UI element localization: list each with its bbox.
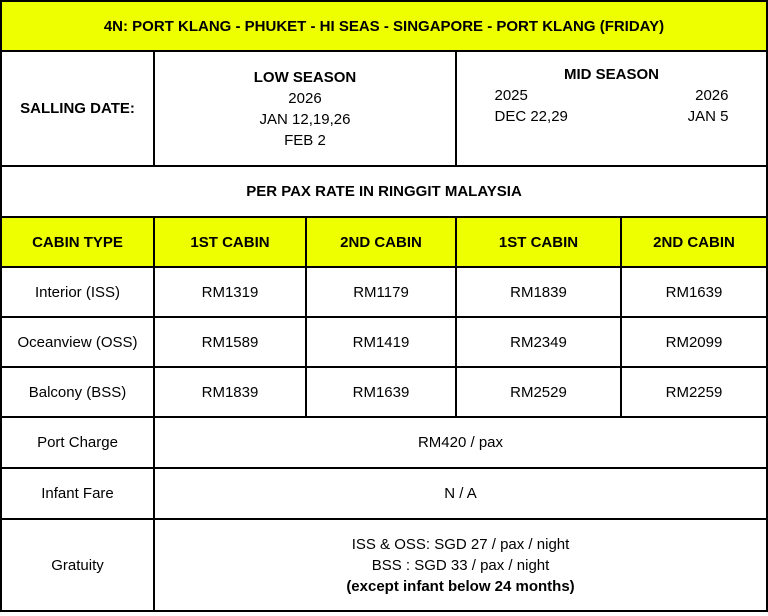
row-mid1: RM2529 xyxy=(455,366,622,418)
low-season-dates xyxy=(153,50,457,167)
sailing-date-label: SALLING DATE: xyxy=(0,50,155,167)
header-mid-1st: 1ST CABIN xyxy=(455,216,622,268)
mid-season-year-a: 2025 xyxy=(494,87,528,104)
header-cabin-type: CABIN TYPE xyxy=(0,216,155,268)
infant-fare-value: N / A xyxy=(153,467,768,520)
rate-note: PER PAX RATE IN RINGGIT MALAYSIA xyxy=(0,165,768,218)
row-mid2: RM2099 xyxy=(620,316,768,368)
row-type: Interior (ISS) xyxy=(0,266,155,318)
row-low2: RM1639 xyxy=(305,366,457,418)
infant-fare-label: Infant Fare xyxy=(0,467,155,520)
gratuity-line-1: ISS & OSS: SGD 27 / pax / night xyxy=(351,535,570,553)
row-type: Balcony (BSS) xyxy=(0,366,155,418)
row-mid1: RM2349 xyxy=(455,316,622,368)
row-low1: RM1839 xyxy=(153,366,307,418)
row-type: Oceanview (OSS) xyxy=(0,316,155,368)
row-mid1: RM1839 xyxy=(455,266,622,318)
mid-season-year-b: 2026 xyxy=(695,87,729,104)
gratuity-line-2: BSS : SGD 33 / pax / night xyxy=(371,556,550,574)
mid-season-dates-b: JAN 5 xyxy=(687,108,729,125)
row-low1: RM1589 xyxy=(153,316,307,368)
port-charge-value: RM420 / pax xyxy=(153,416,768,469)
gratuity-line-3: (except infant below 24 months) xyxy=(346,577,575,595)
low-season-year: 2026 xyxy=(288,89,322,107)
row-low2: RM1179 xyxy=(305,266,457,318)
port-charge-label: Port Charge xyxy=(0,416,155,469)
row-mid2: RM1639 xyxy=(620,266,768,318)
row-mid2: RM2259 xyxy=(620,366,768,418)
gratuity-label: Gratuity xyxy=(0,518,155,612)
header-mid-2nd: 2ND CABIN xyxy=(620,216,768,268)
low-season-dates-2: FEB 2 xyxy=(284,131,326,149)
header-low-1st: 1ST CABIN xyxy=(153,216,307,268)
mid-season-dates xyxy=(455,50,768,167)
mid-season-dates-a: DEC 22,29 xyxy=(494,108,568,125)
low-season-heading: LOW SEASON xyxy=(253,68,357,86)
itinerary-title: 4N: PORT KLANG - PHUKET - HI SEAS - SINGAPORE - PORT KLANG (FRIDAY) xyxy=(0,0,768,52)
mid-season-heading: MID SEASON xyxy=(563,66,659,83)
row-low2: RM1419 xyxy=(305,316,457,368)
row-low1: RM1319 xyxy=(153,266,307,318)
gratuity-details xyxy=(153,518,768,612)
header-low-2nd: 2ND CABIN xyxy=(305,216,457,268)
low-season-dates-1: JAN 12,19,26 xyxy=(259,110,351,128)
